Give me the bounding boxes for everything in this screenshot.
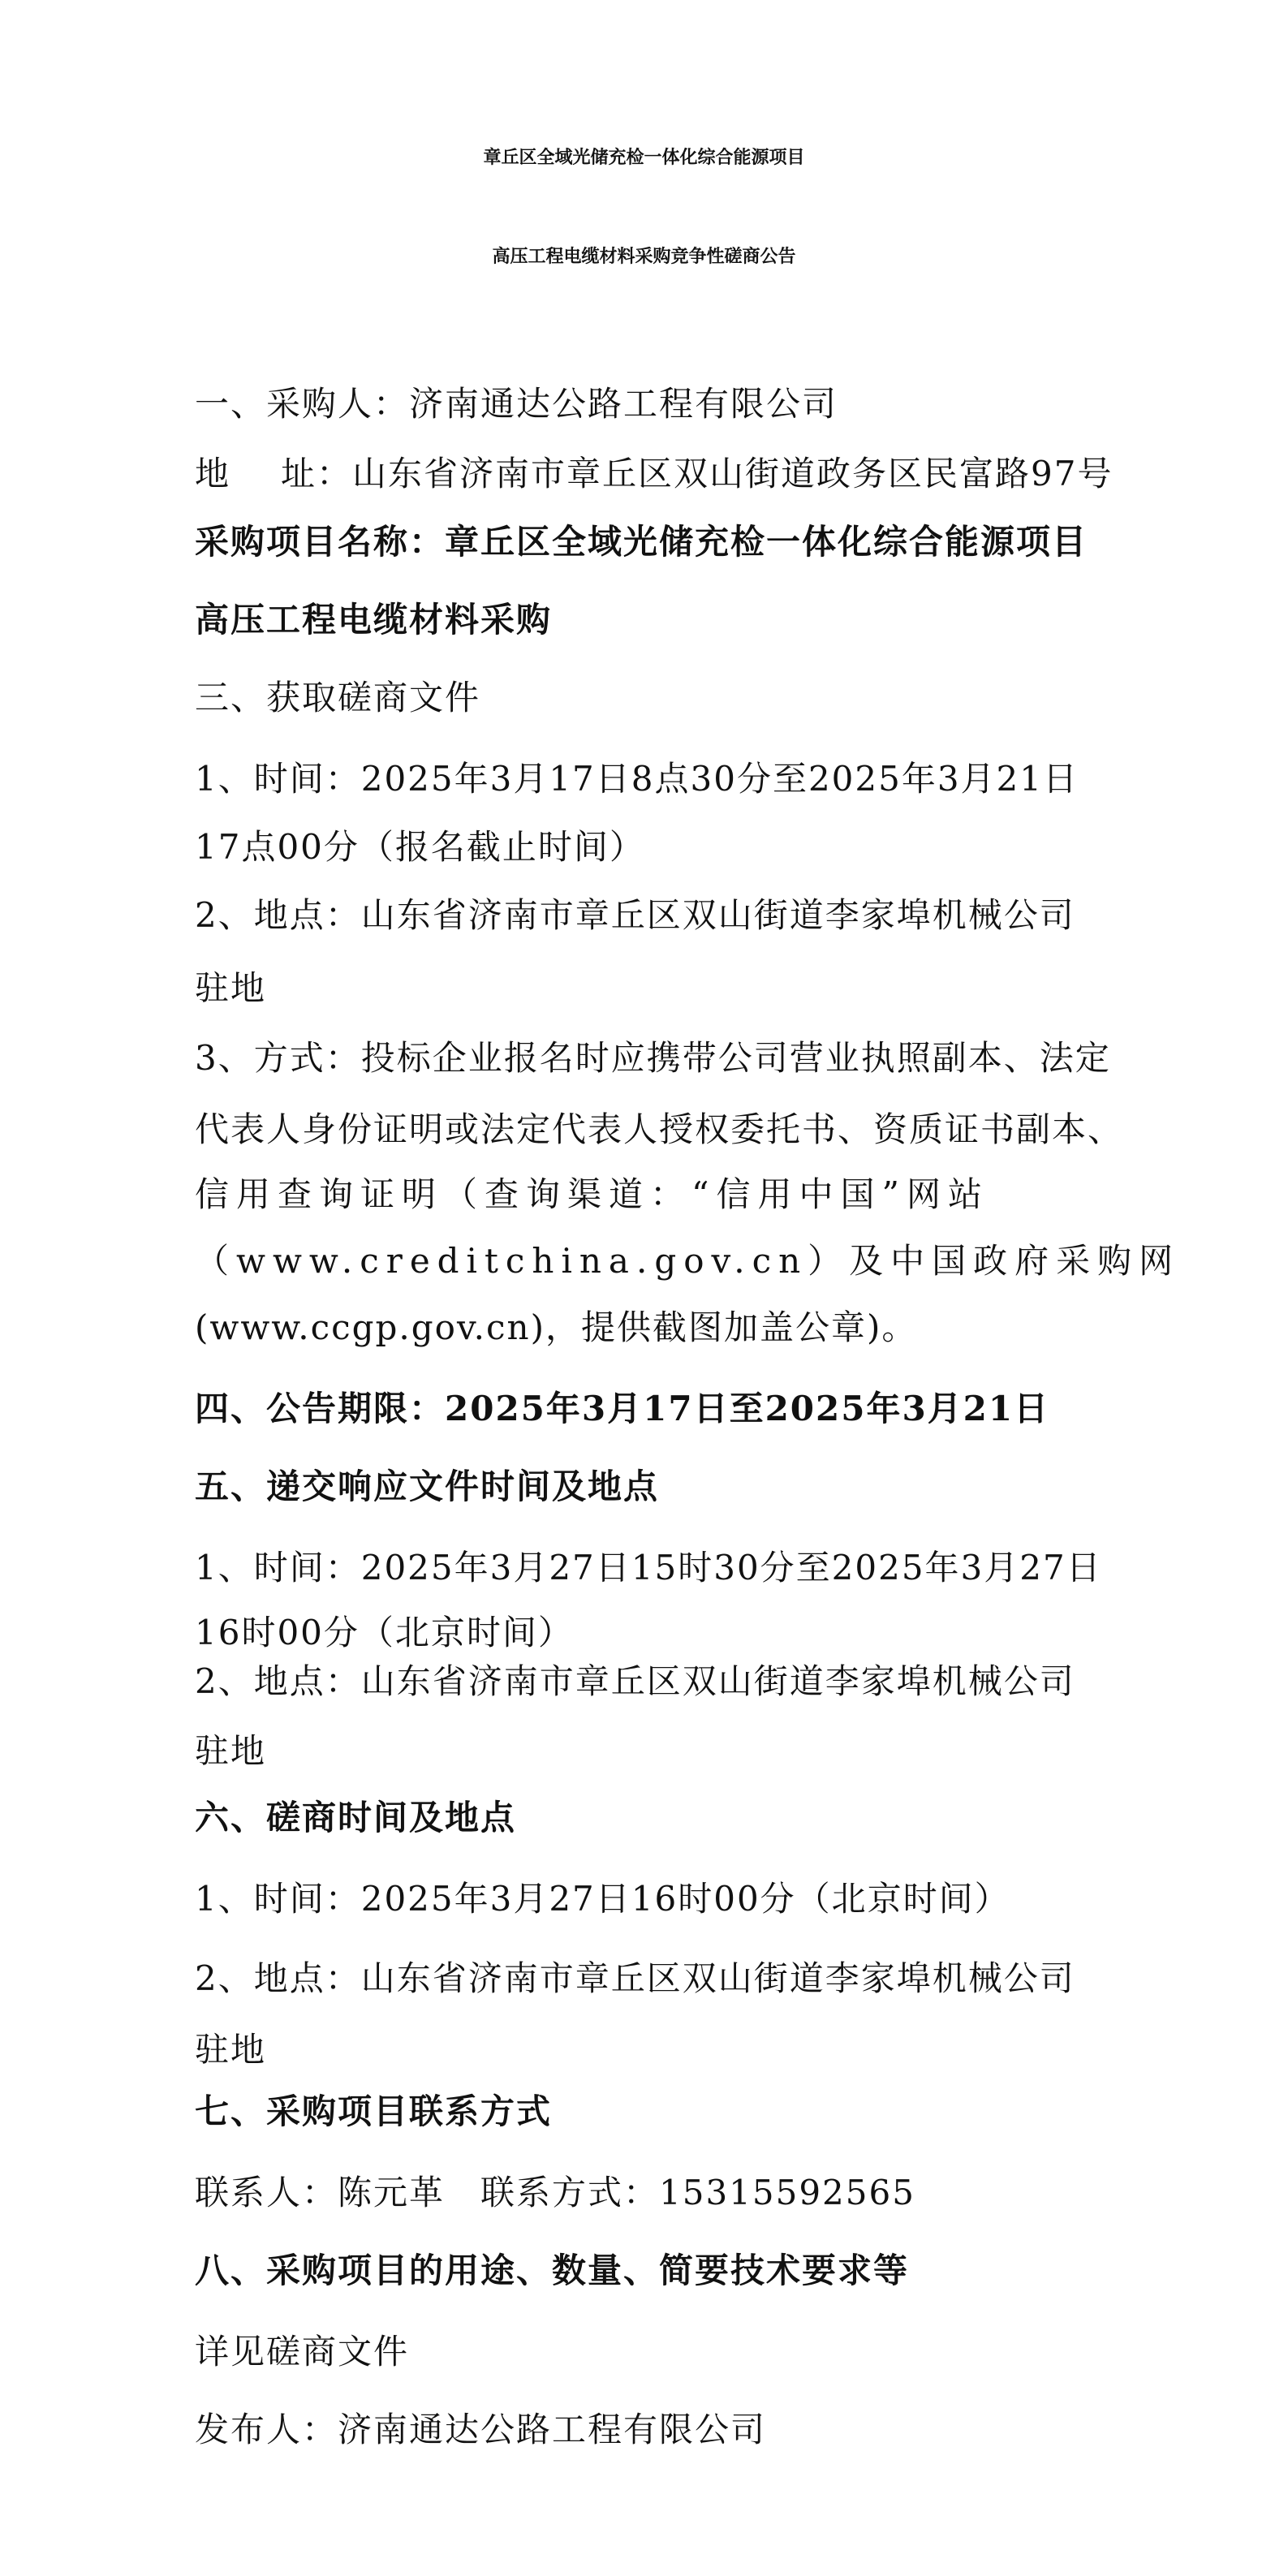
purchaser-line: 一、采购人：济南通达公路工程有限公司 [195, 384, 838, 424]
section-3-method-line-3: 信用查询证明（查询渠道：“信用中国”网站 [195, 1174, 989, 1214]
document-title-line-1: 章丘区全域光储充检一体化综合能源项目 [483, 147, 805, 168]
section-5-time-line-2: 16时00分（北京时间） [195, 1613, 574, 1652]
section-3-method-line-1: 3、方式：投标企业报名时应携带公司营业执照副本、法定 [195, 1038, 1111, 1078]
section-5-place-line-2: 驻地 [195, 1731, 267, 1771]
section-4-notice-period: 四、公告期限：2025年3月17日至2025年3月21日 [195, 1389, 1050, 1428]
section-5-time-line-1: 1、时间：2025年3月27日15时30分至2025年3月27日 [195, 1548, 1102, 1587]
section-8-heading: 八、采购项目的用途、数量、简要技术要求等 [195, 2251, 910, 2290]
section-3-place-line-2: 驻地 [195, 968, 267, 1008]
section-6-time: 1、时间：2025年3月27日16时00分（北京时间） [195, 1879, 1010, 1919]
section-3-time-line-2: 17点00分（报名截止时间） [195, 827, 645, 867]
document-title-line-2: 高压工程电缆材料采购竞争性磋商公告 [492, 246, 796, 267]
section-3-heading: 三、获取磋商文件 [195, 678, 481, 717]
address-value: 址：山东省济南市章丘区双山街道政务区民富路97号 [281, 454, 1114, 493]
project-name-line-2: 高压工程电缆材料采购 [195, 600, 553, 640]
section-7-heading: 七、采购项目联系方式 [195, 2091, 553, 2131]
project-name-line-1: 采购项目名称：章丘区全域光储充检一体化综合能源项目 [195, 522, 1088, 562]
section-3-place-line-1: 2、地点：山东省济南市章丘区双山街道李家埠机械公司 [195, 895, 1075, 935]
section-5-place-line-1: 2、地点：山东省济南市章丘区双山街道李家埠机械公司 [195, 1661, 1075, 1701]
section-5-heading: 五、递交响应文件时间及地点 [195, 1467, 660, 1506]
section-3-method-line-2: 代表人身份证明或法定代表人授权委托书、资质证书副本、 [195, 1109, 1124, 1149]
section-6-heading: 六、磋商时间及地点 [195, 1798, 517, 1837]
address-label-char-1: 地 [195, 454, 231, 493]
section-8-detail: 详见磋商文件 [195, 2332, 410, 2371]
section-3-method-line-5: (www.ccgp.gov.cn)，提供截图加盖公章)。 [195, 1307, 918, 1347]
section-7-contact: 联系人：陈元革 联系方式：15315592565 [195, 2173, 915, 2212]
section-3-time-line-1: 1、时间：2025年3月17日8点30分至2025年3月21日 [195, 759, 1079, 799]
publisher-line: 发布人：济南通达公路工程有限公司 [195, 2410, 767, 2449]
section-3-method-line-4: （www.creditchina.gov.cn）及中国政府采购网 [195, 1241, 1181, 1281]
section-6-place-line-1: 2、地点：山东省济南市章丘区双山街道李家埠机械公司 [195, 1958, 1075, 1998]
section-6-place-line-2: 驻地 [195, 2030, 267, 2070]
address-line [195, 451, 1113, 497]
